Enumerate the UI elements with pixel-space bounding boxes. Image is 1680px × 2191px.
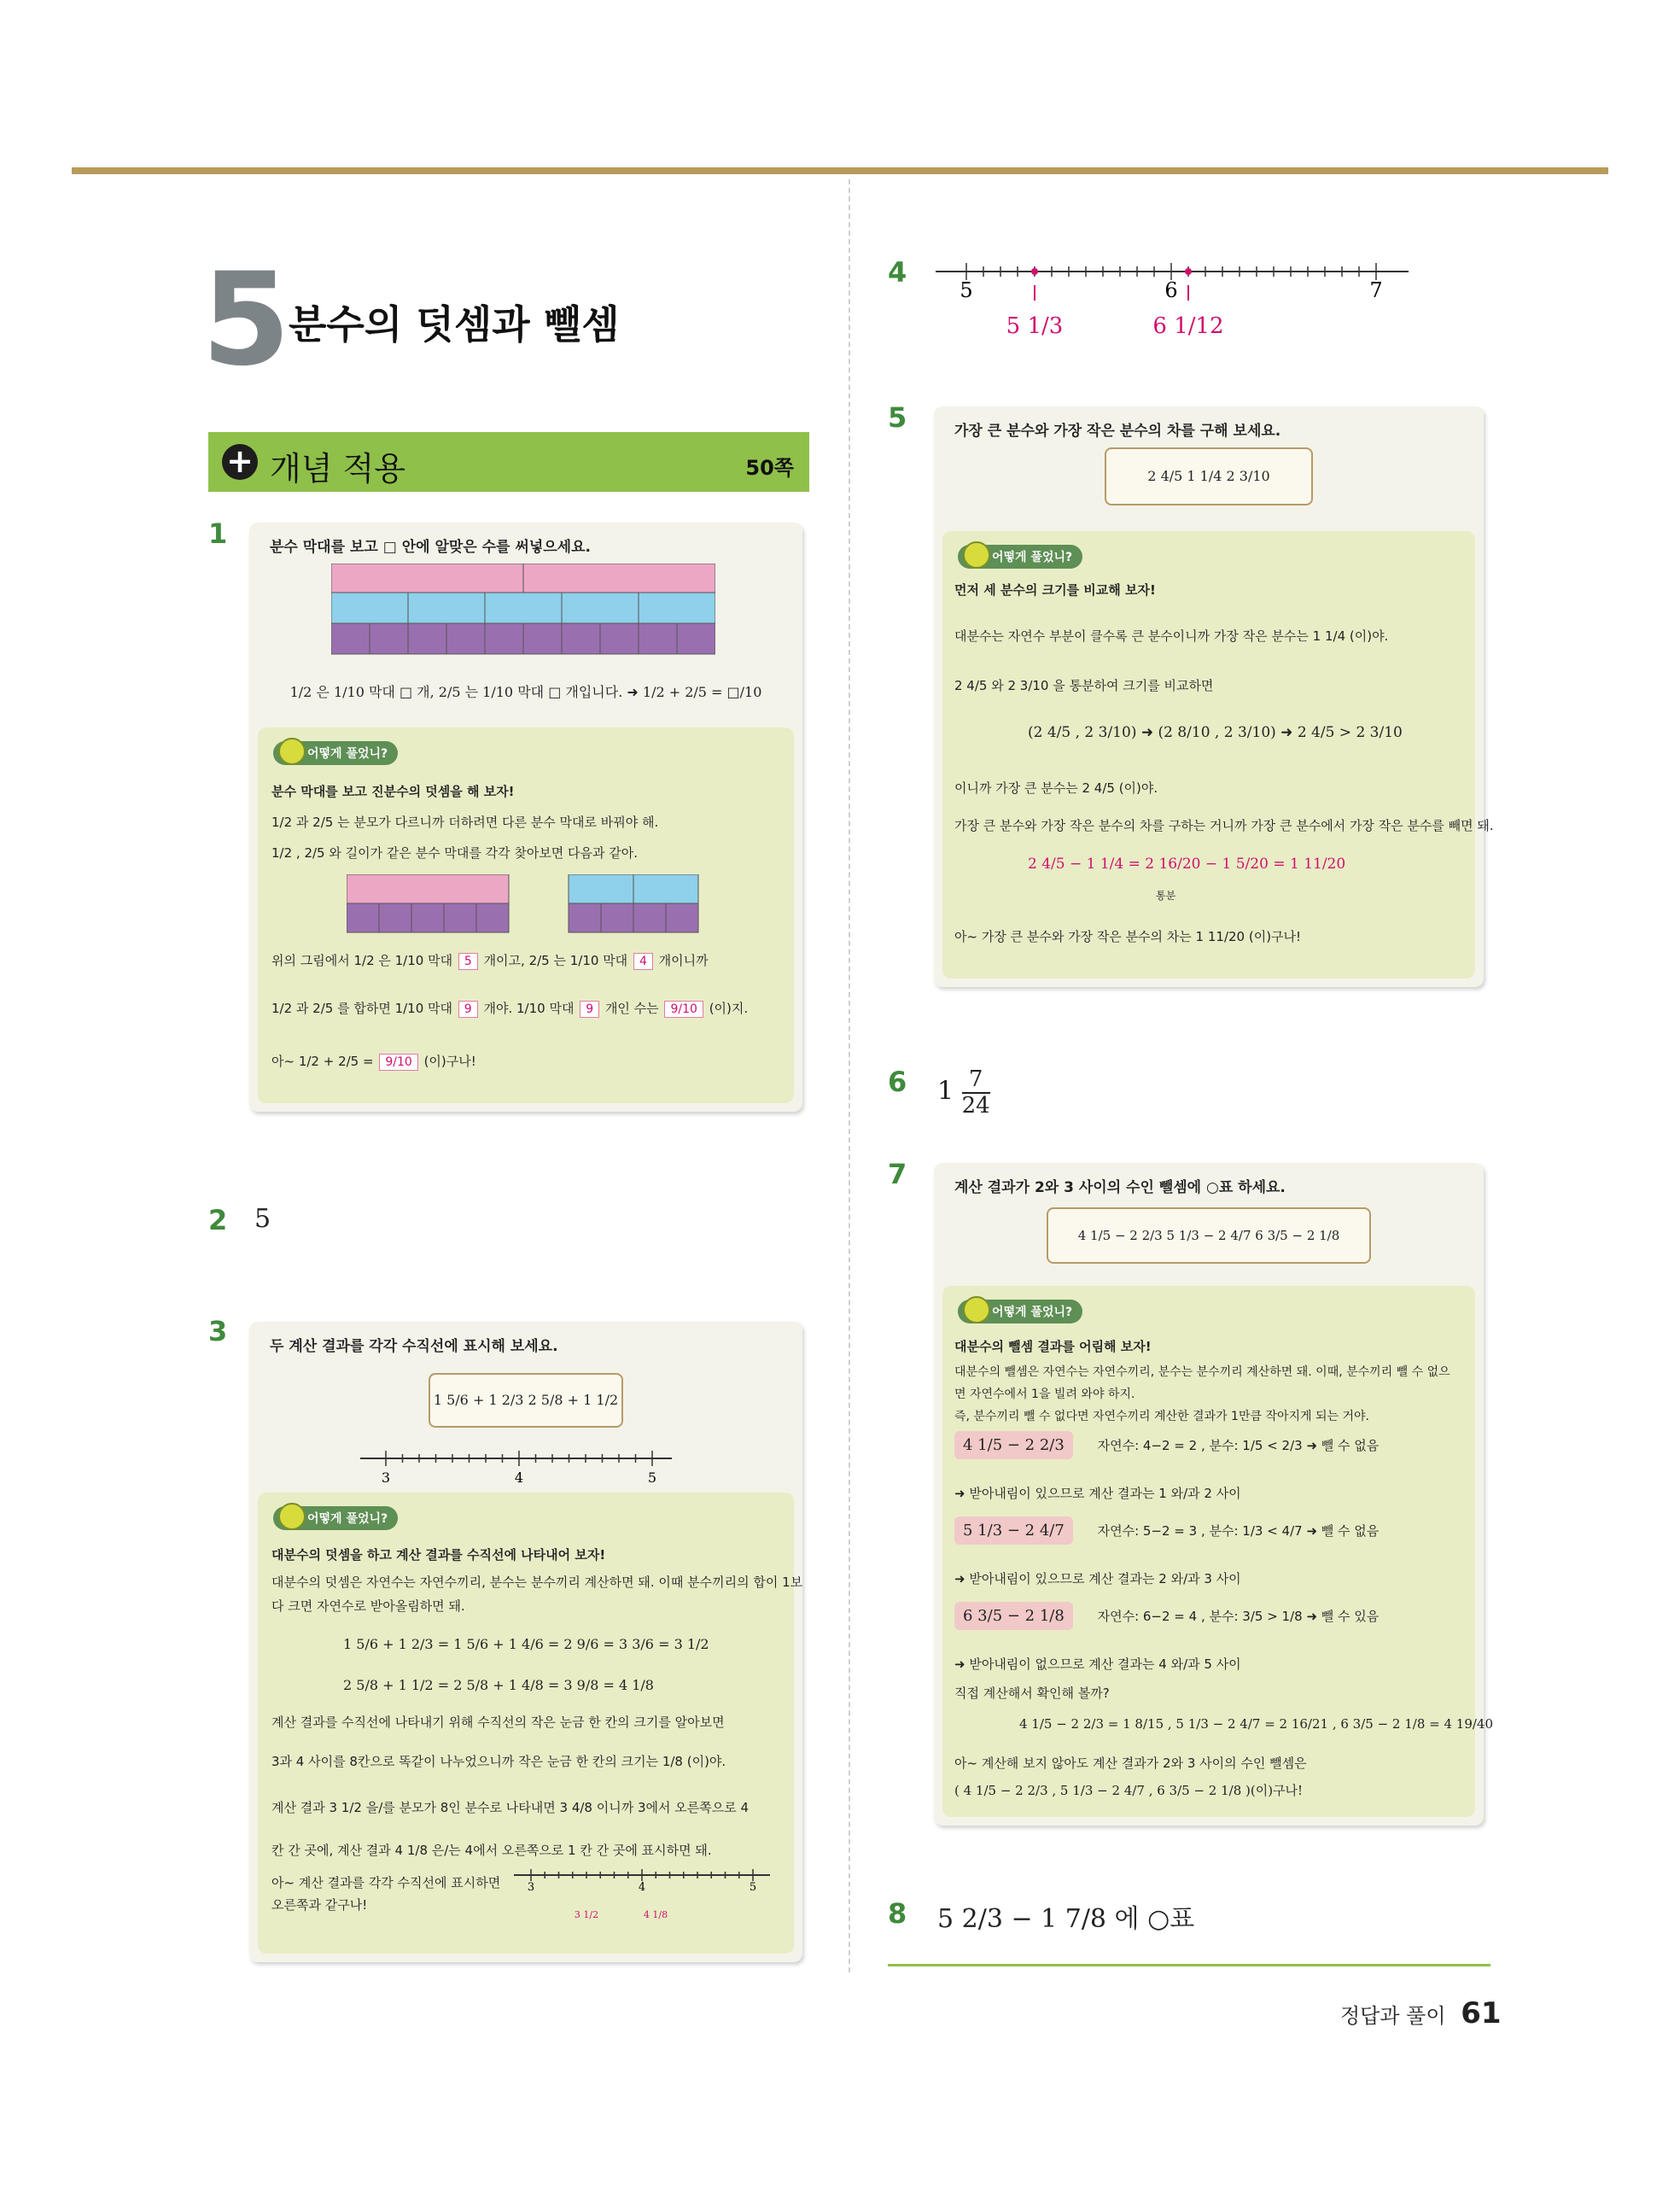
expression-box: 2 4/5 1 1/4 2 3/10 bbox=[1105, 447, 1313, 505]
explanation-box bbox=[942, 1286, 1494, 1817]
calc-line: 4 1/5 − 2 2/3 = 1 8/15 , 5 1/3 − 2 4/7 = 2 16/21 , 6 3/5 − 2 1/8 = 4 19/40 bbox=[1019, 1716, 1494, 1732]
marker-label: 6 1/12 bbox=[1152, 313, 1224, 339]
explain-line: 다 크면 자연수로 받아올림하면 돼. bbox=[271, 1598, 465, 1614]
explain-text: 1/2 과 2/5 를 합하면 1/10 막대 bbox=[271, 1001, 453, 1016]
expression-highlight: 6 3/5 − 2 1/8 bbox=[954, 1602, 1073, 1630]
explain-text: 개인 수는 bbox=[604, 1001, 659, 1016]
explain-tag: 어떻게 풀었니? bbox=[273, 1506, 398, 1530]
question-line: 1/2 은 1/10 막대 □ 개, 2/5 는 1/10 막대 □ 개입니다. ➜ 1/2 + 2/5 = □/10 bbox=[289, 684, 762, 700]
question-card-5 bbox=[934, 406, 1494, 987]
explain-head: 대분수의 덧셈을 하고 계산 결과를 수직선에 나타내어 보자! bbox=[271, 1547, 606, 1563]
number-line-q4 bbox=[930, 248, 1426, 359]
question-number: 6 bbox=[888, 1066, 907, 1098]
calc-line: 1 5/6 + 1 2/3 = 1 5/6 + 1 4/6 = 2 9/6 = 3 3/6 = 3 1/2 bbox=[343, 1636, 709, 1652]
chapter-title: 분수의 덧셈과 뺄셈 bbox=[289, 301, 620, 348]
answer-text: 5 2/3 − 1 7/8 에 ○표 bbox=[937, 1904, 1195, 1934]
axis-label: 3 bbox=[381, 1469, 391, 1486]
explanation-box bbox=[258, 1493, 803, 1954]
explain-line: 직접 계산해서 확인해 볼까? bbox=[954, 1686, 1110, 1701]
estimate-result: ➜ 받아내림이 있으므로 계산 결과는 2 와/과 3 사이 bbox=[954, 1571, 1241, 1586]
question-number: 1 bbox=[208, 517, 228, 550]
section-page-ref: 50쪽 bbox=[745, 456, 794, 480]
explain-line: 3과 4 사이를 8칸으로 똑같이 나누었으니까 작은 눈금 한 칸의 크기는 1/8 (이)야. bbox=[271, 1754, 726, 1769]
axis-label: 5 bbox=[647, 1469, 657, 1486]
marker-label: 4 1/8 bbox=[643, 1909, 668, 1920]
marker-label: 5 1/3 bbox=[1006, 313, 1064, 339]
axis-label: 6 bbox=[1164, 278, 1178, 302]
explain-line: 대분수의 뺄셈은 자연수는 자연수끼리, 분수는 분수끼리 계산하면 돼. 이때, 분수끼리 뺄 수 없으 bbox=[954, 1365, 1450, 1379]
axis-label: 3 bbox=[527, 1881, 535, 1894]
top-rule bbox=[72, 167, 1608, 174]
expression-box: 4 1/5 − 2 2/3 5 1/3 − 2 4/7 6 3/5 − 2 1/8 bbox=[1047, 1207, 1371, 1264]
estimate-result: ➜ 받아내림이 있으므로 계산 결과는 1 와/과 2 사이 bbox=[954, 1486, 1241, 1501]
footer-rule bbox=[888, 1964, 1490, 1966]
question-prompt: 가장 큰 분수와 가장 작은 분수의 차를 구해 보세요. bbox=[954, 423, 1281, 440]
explain-line bbox=[271, 1052, 476, 1071]
question-card-3 bbox=[249, 1322, 802, 1962]
explain-line: 1/2 , 2/5 와 길이가 같은 분수 막대를 각각 찾아보면 다음과 같아. bbox=[271, 845, 639, 861]
section-title: 개념 적용 bbox=[270, 450, 405, 488]
question-prompt: 계산 결과가 2와 3 사이의 수인 뺄셈에 ○표 하세요. bbox=[954, 1179, 1286, 1196]
explain-head: 먼저 세 분수의 크기를 비교해 보자! bbox=[954, 582, 1156, 598]
estimate-row bbox=[954, 1607, 1379, 1625]
answer-numerator: 7 bbox=[962, 1067, 990, 1094]
explain-line: 아~ 계산해 보지 않아도 계산 결과가 2와 3 사이의 수인 뺄셈은 bbox=[954, 1756, 1307, 1771]
calc-line: (2 4/5 , 2 3/10) ➜ (2 8/10 , 2 3/10) ➜ 2 4/5 > 2 3/10 bbox=[1028, 724, 1403, 741]
question-number: 8 bbox=[888, 1897, 907, 1930]
explain-line: 대분수의 덧셈은 자연수는 자연수끼리, 분수는 분수끼리 계산하면 돼. 이때 분수끼리의 합이 1보 bbox=[271, 1575, 803, 1590]
explain-head: 분수 막대를 보고 진분수의 덧셈을 해 보자! bbox=[271, 784, 515, 799]
explain-text: (이)지. bbox=[709, 1001, 749, 1016]
page-footer bbox=[1340, 1996, 1502, 2030]
question-prompt: 분수 막대를 보고 □ 안에 알맞은 수를 써넣으세요. bbox=[270, 539, 591, 556]
explain-line: 가장 큰 분수와 가장 작은 분수의 차를 구하는 거니까 가장 큰 분수에서 가장 작은 분수를 빼면 돼. bbox=[954, 818, 1494, 833]
question-number: 5 bbox=[888, 401, 907, 434]
answer-box: 9/10 bbox=[664, 1001, 703, 1018]
fraction-bars-explain bbox=[347, 874, 705, 934]
answer-box: 4 bbox=[633, 953, 653, 970]
axis-label: 5 bbox=[749, 1881, 757, 1894]
explain-line bbox=[271, 999, 748, 1018]
explain-tag: 어떻게 풀었니? bbox=[958, 1300, 1082, 1323]
answer-whole: 1 bbox=[937, 1076, 954, 1107]
explain-line: 1/2 과 2/5 는 분모가 다르니까 더하려면 다른 분수 막대로 바꿔야 해. bbox=[271, 815, 659, 830]
plus-icon: + bbox=[222, 444, 258, 480]
calc-line: 2 5/8 + 1 1/2 = 2 5/8 + 1 4/8 = 3 9/8 = 4 1/8 bbox=[343, 1677, 654, 1693]
expression-highlight: 4 1/5 − 2 2/3 bbox=[954, 1431, 1073, 1459]
explain-text: 아~ 1/2 + 2/5 = bbox=[271, 1054, 374, 1069]
number-line bbox=[360, 1441, 676, 1493]
axis-label: 7 bbox=[1369, 278, 1383, 302]
estimate-text: 자연수: 4−2 = 2 , 분수: 1/5 < 2/3 ➜ 뺄 수 없음 bbox=[1097, 1438, 1380, 1453]
estimate-text: 자연수: 6−2 = 4 , 분수: 3/5 > 1/8 ➜ 뺄 수 있음 bbox=[1097, 1609, 1380, 1624]
answer-box: 5 bbox=[458, 953, 478, 970]
explain-text: 위의 그림에서 1/2 은 1/10 막대 bbox=[271, 953, 453, 968]
question-card-7 bbox=[934, 1163, 1494, 1826]
question-card-1 bbox=[249, 523, 802, 1112]
explain-line: 즉, 분수끼리 뺄 수 없다면 자연수끼리 계산한 결과가 1만큼 작아지게 되는 거야. bbox=[954, 1410, 1370, 1423]
calc-line: ( 4 1/5 − 2 2/3 , 5 1/3 − 2 4/7 , 6 3/5 − 2 1/8 )(이)구나! bbox=[954, 1783, 1304, 1798]
answer-box: 9/10 bbox=[379, 1054, 417, 1071]
marker-label: 3 1/2 bbox=[574, 1909, 599, 1920]
explain-text: (이)구나! bbox=[423, 1054, 476, 1069]
explain-line: 아~ 계산 결과를 각각 수직선에 표시하면 bbox=[271, 1875, 501, 1890]
estimate-text: 자연수: 5−2 = 3 , 분수: 1/3 < 4/7 ➜ 뺄 수 없음 bbox=[1097, 1523, 1380, 1539]
explain-line: 면 자연수에서 1을 빌려 와야 하지. bbox=[954, 1388, 1135, 1401]
answer-text: 5 bbox=[254, 1204, 271, 1234]
column-divider bbox=[849, 179, 850, 1972]
note-label: 통분 bbox=[1156, 890, 1176, 902]
question-number: 2 bbox=[208, 1204, 228, 1236]
question-prompt: 두 계산 결과를 각각 수직선에 표시해 보세요. bbox=[270, 1338, 558, 1355]
explain-head: 대분수의 뺄셈 결과를 어림해 보자! bbox=[954, 1339, 1152, 1354]
page-number: 61 bbox=[1461, 1996, 1502, 2030]
answer-box: 9 bbox=[580, 1001, 599, 1018]
explain-text: 개야. 1/10 막대 bbox=[483, 1001, 575, 1016]
explain-text: 개이니까 bbox=[658, 953, 709, 968]
answer-denominator: 24 bbox=[961, 1092, 990, 1119]
explain-line: 이니까 가장 큰 분수는 2 4/5 (이)야. bbox=[954, 780, 1158, 796]
fraction-bars bbox=[331, 564, 715, 657]
footer-label: 정답과 풀이 bbox=[1340, 2004, 1446, 2028]
axis-label: 5 bbox=[960, 278, 973, 302]
explain-line: 계산 결과를 수직선에 나타내기 위해 수직선의 작은 눈금 한 칸의 크기를 알아보면 bbox=[271, 1715, 725, 1730]
calc-line: 2 4/5 − 1 1/4 = 2 16/20 − 1 5/20 = 1 11/20 bbox=[1028, 856, 1346, 873]
answer-box: 9 bbox=[458, 1001, 478, 1018]
explanation-box bbox=[258, 727, 794, 1103]
question-number: 3 bbox=[208, 1315, 228, 1347]
explain-tag: 어떻게 풀었니? bbox=[273, 741, 398, 765]
explanation-box bbox=[942, 531, 1494, 979]
question-number: 4 bbox=[888, 256, 907, 289]
estimate-row bbox=[954, 1436, 1379, 1454]
answer-number-line bbox=[514, 1865, 779, 1942]
answer-mixed-number bbox=[937, 1067, 990, 1118]
explain-line: 아~ 가장 큰 분수와 가장 작은 분수의 차는 1 11/20 (이)구나! bbox=[954, 929, 1302, 944]
explain-line: 2 4/5 와 2 3/10 을 통분하여 크기를 비교하면 bbox=[954, 678, 1214, 693]
chapter-number: 5 bbox=[201, 246, 291, 394]
explain-tag: 어떻게 풀었니? bbox=[958, 545, 1082, 569]
explain-line: 대분수는 자연수 부분이 클수록 큰 분수이니까 가장 작은 분수는 1 1/4 (이)야. bbox=[954, 628, 1389, 644]
question-number: 7 bbox=[888, 1158, 907, 1190]
explain-text: 개이고, 2/5 는 1/10 막대 bbox=[483, 953, 628, 968]
axis-label: 4 bbox=[638, 1881, 646, 1894]
explain-line: 칸 간 곳에, 계산 결과 4 1/8 은/는 4에서 오른쪽으로 1 칸 간 곳에 표시하면 돼. bbox=[271, 1843, 712, 1858]
expression-highlight: 5 1/3 − 2 4/7 bbox=[954, 1516, 1073, 1545]
expression-box: 1 5/6 + 1 2/3 2 5/8 + 1 1/2 bbox=[429, 1373, 623, 1428]
axis-label: 4 bbox=[514, 1469, 524, 1486]
estimate-result: ➜ 받아내림이 없으므로 계산 결과는 4 와/과 5 사이 bbox=[954, 1656, 1241, 1672]
explain-line: 오른쪽과 같구나! bbox=[271, 1897, 368, 1913]
section-banner bbox=[208, 432, 809, 492]
estimate-row bbox=[954, 1522, 1379, 1540]
explain-line: 계산 결과 3 1/2 을/를 분모가 8인 분수로 나타내면 3 4/8 이니까 3에서 오른쪽으로 4 bbox=[271, 1800, 750, 1815]
explain-line bbox=[271, 951, 709, 970]
